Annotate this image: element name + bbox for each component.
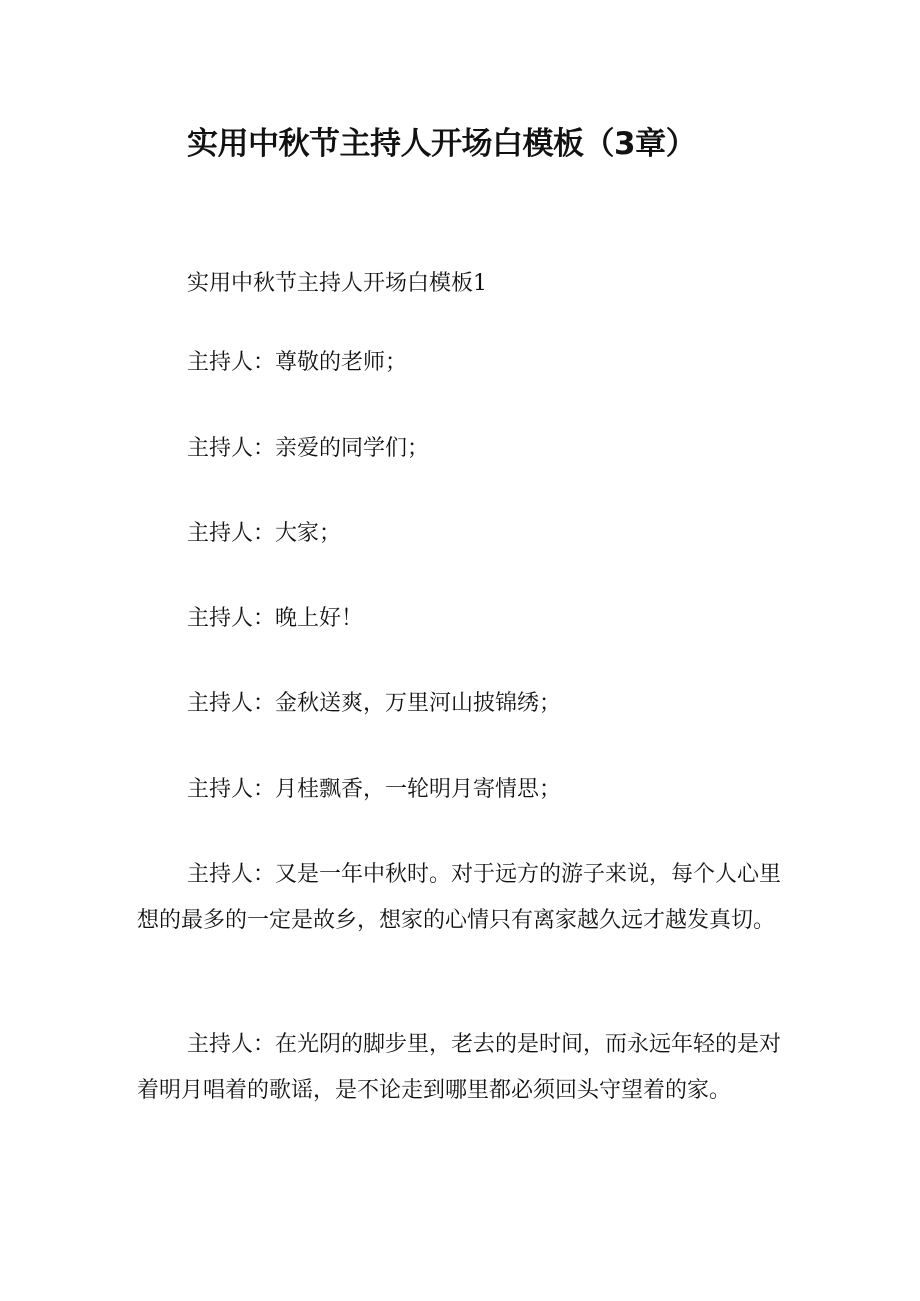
section-heading: 实用中秋节主持人开场白模板1: [187, 271, 487, 296]
paragraph: 主持人：在光阴的脚步里，老去的是时间，而永远年轻的是对着明月唱着的歌谣，是不论走到哪里都必须回头守望着的家。: [137, 1032, 782, 1103]
paragraph: 主持人：又是一年中秋时。对于远方的游子来说，每个人心里想的最多的一定是故乡，想家的心情只有离家越久远才越发真切。: [137, 862, 782, 933]
paragraph: 主持人：尊敬的老师；: [187, 350, 408, 375]
paragraph: 主持人：月桂飘香，一轮明月寄情思；: [187, 777, 562, 802]
paragraph: 主持人：晚上好！: [187, 606, 364, 631]
paragraph: 主持人：金秋送爽，万里河山披锦绣；: [187, 691, 562, 716]
document-title: 实用中秋节主持人开场白模板（3章）: [187, 126, 697, 162]
paragraph: 主持人：大家；: [187, 521, 342, 546]
paragraph: 主持人：亲爱的同学们；: [187, 436, 430, 461]
